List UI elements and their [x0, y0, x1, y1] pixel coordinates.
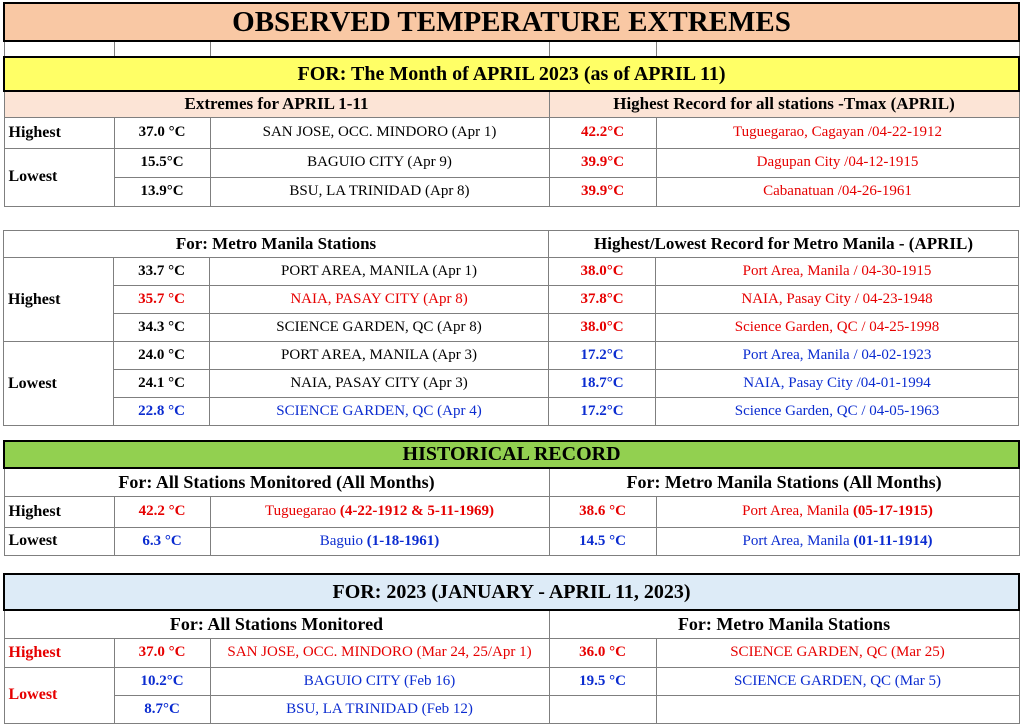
highest-label: Highest [4, 117, 114, 148]
station-name: PORT AREA, MANILA (Apr 3) [210, 342, 549, 370]
historical-record-table [3, 440, 1020, 556]
metro-low-row-2 [4, 370, 1019, 398]
station-text: Tuguegarao [265, 503, 340, 519]
record-station: Cabanatuan /04-26-1961 [656, 177, 1019, 206]
mm-value: 38.6 °C [549, 496, 656, 527]
temp-value: 15.5°C [114, 148, 210, 177]
metro-high-row-2 [4, 286, 1019, 314]
lowest-label: Lowest [4, 148, 114, 206]
metro-high-row-3 [4, 314, 1019, 342]
temp-value: 35.7 °C [114, 286, 210, 314]
record-station: Dagupan City /04-12-1915 [656, 148, 1019, 177]
metro-left-header: For: Metro Manila Stations [4, 231, 549, 258]
year-left-header: For: All Stations Monitored [4, 610, 549, 638]
year-lowest-row-1 [4, 667, 1019, 695]
mm-value: 36.0 °C [549, 638, 656, 667]
year-highest-row [4, 638, 1019, 667]
record-value: 18.7°C [549, 370, 656, 398]
temp-value: 8.7°C [114, 695, 210, 723]
mm-value: 19.5 °C [549, 667, 656, 695]
mm-station [656, 496, 1019, 527]
year-lowest-row-2 [4, 695, 1019, 723]
mm-station [656, 695, 1019, 723]
temp-value: 33.7 °C [114, 258, 210, 286]
highest-label: Highest [4, 496, 114, 527]
mm-station-date: (01-11-1914) [853, 532, 933, 549]
record-station: NAIA, Pasay City /04-01-1994 [656, 370, 1019, 398]
record-station: Port Area, Manila / 04-30-1915 [656, 258, 1019, 286]
mm-value [549, 695, 656, 723]
highest-label: Highest [4, 258, 114, 342]
record-value: 17.2°C [549, 398, 656, 426]
record-value: 39.9°C [549, 177, 656, 206]
april-row-2 [4, 148, 1019, 177]
station-name: BAGUIO CITY (Apr 9) [210, 148, 549, 177]
record-station: Tuguegarao, Cagayan /04-22-1912 [656, 117, 1019, 148]
historical-band: HISTORICAL RECORD [4, 441, 1019, 468]
temp-value: 22.8 °C [114, 398, 210, 426]
metro-low-row-3 [4, 398, 1019, 426]
record-value: 39.9°C [549, 148, 656, 177]
station-date: (1-18-1961) [366, 532, 440, 549]
station-name: SCIENCE GARDEN, QC (Apr 4) [210, 398, 549, 426]
station-date: (4-22-1912 & 5-11-1969) [339, 503, 494, 519]
historical-right-header: For: Metro Manila Stations (All Months) [549, 468, 1019, 496]
mm-station: SCIENCE GARDEN, QC (Mar 25) [656, 638, 1019, 667]
temp-value: 34.3 °C [114, 314, 210, 342]
record-station: Port Area, Manila / 04-02-1923 [656, 342, 1019, 370]
station-name: SAN JOSE, OCC. MINDORO (Apr 1) [210, 117, 549, 148]
station-text: Baguio [319, 532, 367, 549]
temp-value: 13.9°C [114, 177, 210, 206]
metro-high-row-1 [4, 258, 1019, 286]
temp-value: 37.0 °C [114, 117, 210, 148]
metro-right-header: Highest/Lowest Record for Metro Manila - (APRIL) [549, 231, 1019, 258]
station-name: SAN JOSE, OCC. MINDORO (Mar 24, 25/Apr 1) [210, 638, 549, 667]
station-name: PORT AREA, MANILA (Apr 1) [210, 258, 549, 286]
temp-value: 6.3 °C [114, 527, 210, 555]
record-value: 38.0°C [549, 258, 656, 286]
metro-low-row-1 [4, 342, 1019, 370]
record-value: 17.2°C [549, 342, 656, 370]
april-extremes-table [3, 2, 1020, 207]
historical-highest-row [4, 496, 1019, 527]
record-value: 42.2°C [549, 117, 656, 148]
april-row-3 [4, 177, 1019, 206]
temp-value: 37.0 °C [114, 638, 210, 667]
station-name [210, 527, 549, 555]
record-value: 37.8°C [549, 286, 656, 314]
april-row-1 [4, 117, 1019, 148]
mm-station-text: Port Area, Manila [742, 532, 854, 549]
station-name: NAIA, PASAY CITY (Apr 8) [210, 286, 549, 314]
page-title: OBSERVED TEMPERATURE EXTREMES [4, 3, 1019, 41]
record-station: Science Garden, QC / 04-05-1963 [656, 398, 1019, 426]
station-name [210, 496, 549, 527]
temp-value: 42.2 °C [114, 496, 210, 527]
mm-station [656, 527, 1019, 555]
lowest-label: Lowest [4, 342, 114, 426]
station-name: BAGUIO CITY (Feb 16) [210, 667, 549, 695]
temp-value: 24.1 °C [114, 370, 210, 398]
month-band: FOR: The Month of APRIL 2023 (as of APRIL 11) [4, 57, 1019, 91]
station-name: NAIA, PASAY CITY (Apr 3) [210, 370, 549, 398]
metro-manila-table [3, 230, 1019, 426]
record-station: Science Garden, QC / 04-25-1998 [656, 314, 1019, 342]
historical-left-header: For: All Stations Monitored (All Months) [4, 468, 549, 496]
mm-station-date: (05-17-1915) [852, 503, 933, 519]
temp-value: 10.2°C [114, 667, 210, 695]
highest-label: Highest [4, 638, 114, 667]
station-name: BSU, LA TRINIDAD (Feb 12) [210, 695, 549, 723]
record-station: NAIA, Pasay City / 04-23-1948 [656, 286, 1019, 314]
historical-lowest-row [4, 527, 1019, 555]
lowest-label: Lowest [4, 527, 114, 555]
mm-value: 14.5 °C [549, 527, 656, 555]
temp-value: 24.0 °C [114, 342, 210, 370]
record-value: 38.0°C [549, 314, 656, 342]
year-2023-table [3, 573, 1020, 724]
station-name: BSU, LA TRINIDAD (Apr 8) [210, 177, 549, 206]
station-name: SCIENCE GARDEN, QC (Apr 8) [210, 314, 549, 342]
april-right-header: Highest Record for all stations -Tmax (APRIL) [549, 91, 1019, 117]
year-2023-band: FOR: 2023 (JANUARY - APRIL 11, 2023) [4, 574, 1019, 610]
year-right-header: For: Metro Manila Stations [549, 610, 1019, 638]
april-left-header: Extremes for APRIL 1-11 [4, 91, 549, 117]
lowest-label: Lowest [4, 667, 114, 723]
mm-station: SCIENCE GARDEN, QC (Mar 5) [656, 667, 1019, 695]
mm-station-text: Port Area, Manila [742, 503, 853, 519]
